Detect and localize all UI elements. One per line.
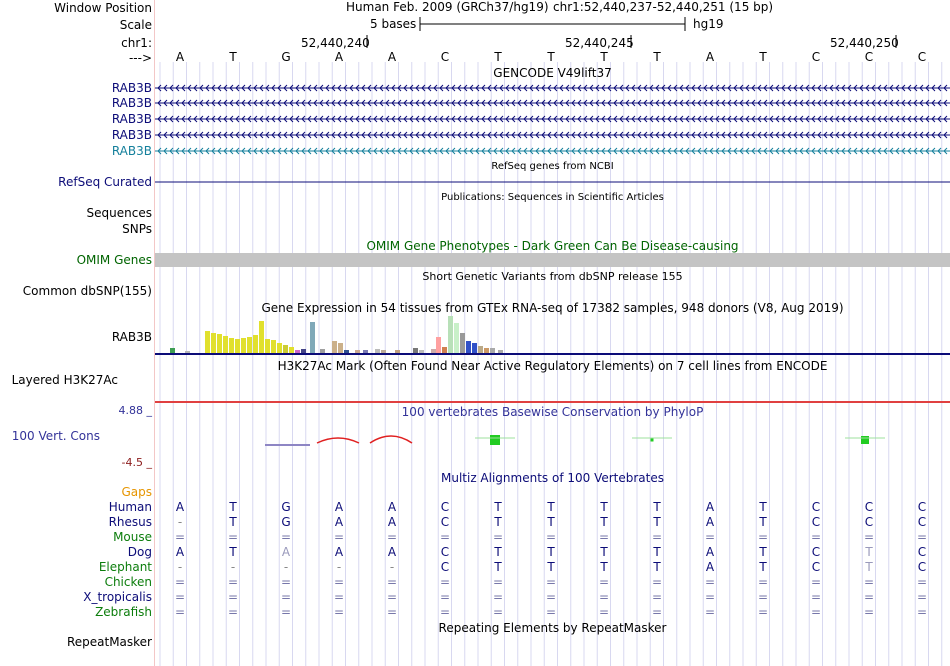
alignment-base: T bbox=[600, 500, 608, 514]
alignment-base: C bbox=[811, 500, 821, 514]
coord-tick-3: 52,440,250 bbox=[830, 36, 899, 50]
alignment-base: C bbox=[811, 545, 821, 559]
gtex-tissue-bar bbox=[185, 351, 190, 353]
alignment-base: - bbox=[177, 515, 183, 529]
alignment-base: G bbox=[281, 500, 291, 514]
alignment-base: = bbox=[227, 530, 239, 544]
alignment-base: = bbox=[757, 530, 769, 544]
alignment-base: = bbox=[439, 575, 451, 589]
alignment-base: = bbox=[386, 575, 398, 589]
gtex-tissue-bar bbox=[498, 350, 503, 353]
gtex-tissue-bar bbox=[310, 322, 315, 353]
publications-track-label[interactable]: Sequences bbox=[86, 206, 152, 220]
alignment-base: A bbox=[387, 545, 397, 559]
gtex-tissue-bar bbox=[283, 345, 288, 353]
alignment-base: = bbox=[174, 605, 186, 619]
alignment-base: = bbox=[757, 590, 769, 604]
alignment-base: = bbox=[598, 530, 610, 544]
alignment-base: A bbox=[175, 500, 185, 514]
alignment-base: - bbox=[389, 560, 395, 574]
alignment-base: = bbox=[598, 575, 610, 589]
alignment-base: = bbox=[174, 575, 186, 589]
base-letter: C bbox=[811, 50, 821, 64]
multiz-track-title: Multiz Alignments of 100 Vertebrates bbox=[440, 471, 665, 485]
assembly-title: Human Feb. 2009 (GRCh37/hg19) bbox=[346, 0, 549, 14]
gtex-tissue-bar bbox=[413, 348, 418, 353]
gencode-row-label[interactable]: RAB3B bbox=[111, 112, 152, 126]
scale-bar-text: 5 bases bbox=[370, 17, 417, 31]
refseq-track-label[interactable]: RefSeq Curated bbox=[58, 175, 152, 189]
base-letter: T bbox=[547, 50, 555, 64]
h3k27ac-track-title: H3K27Ac Mark (Often Found Near Active Regulatory Elements) on 7 cell lines from ENCODE bbox=[277, 359, 828, 373]
alignment-base: = bbox=[651, 605, 663, 619]
position-text: chr1:52,440,237-52,440,251 (15 bp) bbox=[553, 0, 774, 14]
window-position-label: Window Position bbox=[54, 1, 152, 15]
gtex-tissue-bar bbox=[344, 350, 349, 353]
alignment-base: C bbox=[917, 500, 927, 514]
alignment-base: T bbox=[653, 515, 661, 529]
alignment-base: T bbox=[600, 560, 608, 574]
alignment-base: = bbox=[916, 530, 928, 544]
alignment-base: T bbox=[547, 560, 555, 574]
alignment-base: C bbox=[440, 545, 450, 559]
gtex-tissue-bar bbox=[355, 350, 360, 353]
alignment-base: T bbox=[547, 515, 555, 529]
alignment-base: T bbox=[600, 545, 608, 559]
gtex-tissue-bar bbox=[301, 349, 306, 353]
alignment-base: = bbox=[704, 605, 716, 619]
gtex-tissue-bar bbox=[247, 337, 252, 353]
alignment-base: T bbox=[759, 515, 767, 529]
gtex-tissue-bar bbox=[490, 348, 495, 353]
gtex-tissue-bar bbox=[229, 338, 234, 353]
alignment-base: - bbox=[336, 560, 342, 574]
gtex-tissue-bar bbox=[448, 316, 453, 353]
alignment-base: = bbox=[333, 590, 345, 604]
alignment-base: = bbox=[916, 590, 928, 604]
gtex-tissue-bar bbox=[472, 343, 477, 353]
base-letter: C bbox=[917, 50, 927, 64]
gencode-track-title: GENCODE V49lift37 bbox=[493, 66, 612, 80]
alignment-base: C bbox=[917, 515, 927, 529]
alignment-base: T bbox=[600, 515, 608, 529]
gtex-tissue-bar bbox=[338, 343, 343, 353]
alignment-base: = bbox=[174, 590, 186, 604]
gtex-tissue-bar bbox=[363, 350, 368, 353]
alignment-base: T bbox=[494, 500, 502, 514]
alignment-base: A bbox=[705, 560, 715, 574]
alignment-base: A bbox=[334, 515, 344, 529]
dbsnp-track-title: Short Genetic Variants from dbSNP release 155 bbox=[422, 270, 683, 283]
gtex-tissue-bar bbox=[271, 340, 276, 353]
gtex-tissue-bar bbox=[436, 337, 441, 353]
gtex-tissue-bar bbox=[259, 321, 264, 353]
alignment-base: = bbox=[492, 575, 504, 589]
gtex-tissue-bar bbox=[289, 347, 294, 353]
cons-track-label[interactable]: 100 Vert. Cons bbox=[11, 429, 100, 443]
base-letter: T bbox=[494, 50, 502, 64]
species-label-zebrafish[interactable]: Zebrafish bbox=[95, 605, 152, 619]
alignment-base: = bbox=[863, 605, 875, 619]
alignment-base: = bbox=[598, 605, 610, 619]
gtex-tissue-bar bbox=[442, 347, 447, 353]
alignment-base: = bbox=[333, 530, 345, 544]
alignment-base: C bbox=[864, 515, 874, 529]
alignment-base: = bbox=[333, 575, 345, 589]
gtex-tissue-bar bbox=[381, 350, 386, 353]
gtex-tissue-bar bbox=[211, 333, 216, 353]
species-label-chicken[interactable]: Chicken bbox=[104, 575, 152, 589]
alignment-base: = bbox=[651, 575, 663, 589]
base-letter: A bbox=[387, 50, 397, 64]
cons-conserved-mark bbox=[651, 439, 654, 442]
base-letter: A bbox=[705, 50, 715, 64]
alignment-base: T bbox=[653, 500, 661, 514]
gtex-tissue-bar bbox=[431, 349, 436, 353]
alignment-base: = bbox=[545, 530, 557, 544]
omim-gene-bar bbox=[155, 253, 950, 267]
alignment-base: A bbox=[281, 545, 291, 559]
alignment-base: T bbox=[653, 545, 661, 559]
cons-conserved-mark bbox=[861, 436, 869, 444]
alignment-base: T bbox=[653, 560, 661, 574]
alignment-base: = bbox=[174, 530, 186, 544]
alignment-base: = bbox=[439, 530, 451, 544]
cons-max-label: 4.88 _ bbox=[118, 404, 152, 417]
alignment-base: = bbox=[598, 590, 610, 604]
gtex-tissue-bar bbox=[375, 349, 380, 353]
alignment-base: T bbox=[229, 500, 237, 514]
alignment-base: = bbox=[704, 530, 716, 544]
gtex-tissue-bar bbox=[395, 350, 400, 353]
alignment-base: = bbox=[704, 590, 716, 604]
alignment-base: A bbox=[334, 545, 344, 559]
alignment-base: = bbox=[810, 575, 822, 589]
alignment-base: A bbox=[705, 545, 715, 559]
gencode-row-label[interactable]: RAB3B bbox=[111, 128, 152, 142]
gtex-tissue-bar bbox=[205, 331, 210, 353]
base-letter: C bbox=[440, 50, 450, 64]
db-text: hg19 bbox=[693, 17, 724, 31]
alignment-base: A bbox=[387, 500, 397, 514]
alignment-base: - bbox=[230, 560, 236, 574]
alignment-base: T bbox=[229, 545, 237, 559]
alignment-base: C bbox=[917, 545, 927, 559]
gtex-tissue-bar bbox=[223, 336, 228, 353]
alignment-base: = bbox=[545, 575, 557, 589]
alignment-base: C bbox=[440, 500, 450, 514]
alignment-base: T bbox=[547, 545, 555, 559]
alignment-base: T bbox=[759, 545, 767, 559]
alignment-base: = bbox=[863, 530, 875, 544]
alignment-base: T bbox=[759, 500, 767, 514]
base-letter: A bbox=[175, 50, 185, 64]
alignment-base: = bbox=[810, 605, 822, 619]
gtex-tissue-bar bbox=[235, 339, 240, 353]
alignment-base: = bbox=[651, 590, 663, 604]
cons-signal-arc bbox=[370, 436, 412, 443]
alignment-base: = bbox=[439, 605, 451, 619]
base-letter: T bbox=[229, 50, 237, 64]
alignment-base: C bbox=[811, 560, 821, 574]
alignment-base: = bbox=[333, 605, 345, 619]
alignment-base: = bbox=[439, 590, 451, 604]
alignment-base: T bbox=[759, 560, 767, 574]
track-image-area[interactable] bbox=[155, 0, 950, 666]
gtex-tissue-bar bbox=[332, 341, 337, 353]
alignment-base: A bbox=[705, 515, 715, 529]
alignment-base: = bbox=[810, 590, 822, 604]
alignment-base: T bbox=[865, 545, 873, 559]
gencode-row-label[interactable]: RAB3B bbox=[111, 144, 152, 158]
h3k27ac-track-label[interactable]: Layered H3K27Ac bbox=[11, 373, 118, 387]
cons-min-label: -4.5 _ bbox=[121, 456, 152, 469]
gaps-label: Gaps bbox=[121, 485, 152, 499]
alignment-base: C bbox=[440, 515, 450, 529]
gtex-tissue-bar bbox=[478, 346, 483, 353]
omim-track-label[interactable]: OMIM Genes bbox=[76, 253, 152, 267]
species-label-elephant[interactable]: Elephant bbox=[98, 560, 152, 574]
base-letter: T bbox=[653, 50, 661, 64]
alignment-base: A bbox=[387, 515, 397, 529]
cons-track-title: 100 vertebrates Basewise Conservation by PhyloP bbox=[401, 405, 704, 419]
alignment-base: = bbox=[545, 605, 557, 619]
chrom-label: chr1: bbox=[121, 36, 152, 50]
alignment-base: = bbox=[386, 530, 398, 544]
coord-tick-1: 52,440,240 bbox=[301, 36, 370, 50]
alignment-base: A bbox=[705, 500, 715, 514]
alignment-base: - bbox=[177, 560, 183, 574]
alignment-base: = bbox=[810, 530, 822, 544]
gtex-tissue-bar bbox=[295, 350, 300, 353]
alignment-base: T bbox=[494, 560, 502, 574]
coord-tick-2: 52,440,245 bbox=[565, 36, 634, 50]
alignment-base: = bbox=[916, 605, 928, 619]
species-label-human[interactable]: Human bbox=[108, 500, 152, 514]
alignment-base: = bbox=[757, 605, 769, 619]
gtex-tissue-bar bbox=[170, 348, 175, 353]
alignment-base: = bbox=[545, 590, 557, 604]
cons-conserved-mark bbox=[490, 435, 500, 445]
alignment-base: = bbox=[227, 590, 239, 604]
scale-label: Scale bbox=[119, 18, 152, 32]
species-label-dog[interactable]: Dog bbox=[127, 545, 152, 559]
gtex-tissue-bar bbox=[484, 348, 489, 353]
base-letter: C bbox=[864, 50, 874, 64]
publications-track-title: Publications: Sequences in Scientific Articles bbox=[441, 192, 664, 203]
alignment-base: G bbox=[281, 515, 291, 529]
alignment-base: T bbox=[229, 515, 237, 529]
alignment-base: = bbox=[227, 605, 239, 619]
gtex-tissue-bar bbox=[241, 338, 246, 353]
gtex-tissue-bar bbox=[454, 323, 459, 353]
base-letter: T bbox=[759, 50, 767, 64]
alignment-base: = bbox=[651, 530, 663, 544]
alignment-base: = bbox=[492, 590, 504, 604]
gtex-tissue-bar bbox=[253, 335, 258, 353]
base-letter: T bbox=[600, 50, 608, 64]
dbsnp-track-label[interactable]: Common dbSNP(155) bbox=[22, 284, 152, 298]
alignment-base: = bbox=[280, 605, 292, 619]
alignment-base: T bbox=[865, 560, 873, 574]
repeatmasker-track-title: Repeating Elements by RepeatMasker bbox=[438, 621, 667, 635]
gtex-tissue-bar bbox=[460, 333, 465, 353]
alignment-base: = bbox=[492, 605, 504, 619]
alignment-base: C bbox=[864, 500, 874, 514]
alignment-base: C bbox=[811, 515, 821, 529]
gtex-tissue-bar bbox=[277, 343, 282, 353]
alignment-base: - bbox=[283, 560, 289, 574]
alignment-base: = bbox=[280, 575, 292, 589]
gtex-track-title: Gene Expression in 54 tissues from GTEx RNA-seq of 17382 samples, 948 donors (V8, Aug 2019) bbox=[261, 301, 844, 315]
alignment-base: T bbox=[494, 545, 502, 559]
gencode-row-label[interactable]: RAB3B bbox=[111, 96, 152, 110]
alignment-base: T bbox=[494, 515, 502, 529]
gtex-tissue-bar bbox=[419, 350, 424, 353]
repeatmasker-track-label[interactable]: RepeatMasker bbox=[66, 635, 152, 649]
strand-arrow-label: ---> bbox=[128, 51, 152, 65]
alignment-base: = bbox=[280, 530, 292, 544]
alignment-base: = bbox=[916, 575, 928, 589]
alignment-base: = bbox=[863, 590, 875, 604]
alignment-base: = bbox=[386, 590, 398, 604]
species-label-rhesus[interactable]: Rhesus bbox=[108, 515, 152, 529]
omim-track-title: OMIM Gene Phenotypes - Dark Green Can Be Disease-causing bbox=[366, 239, 739, 253]
base-letter: G bbox=[281, 50, 291, 64]
alignment-base: = bbox=[492, 530, 504, 544]
alignment-base: C bbox=[917, 560, 927, 574]
species-label-mouse[interactable]: Mouse bbox=[113, 530, 152, 544]
alignment-base: A bbox=[334, 500, 344, 514]
gencode-row-label[interactable]: RAB3B bbox=[111, 81, 152, 95]
alignment-base: = bbox=[227, 575, 239, 589]
refseq-track-title: RefSeq genes from NCBI bbox=[491, 161, 614, 172]
gtex-tissue-bar bbox=[320, 349, 325, 353]
alignment-base: = bbox=[757, 575, 769, 589]
gtex-tissue-bar bbox=[265, 339, 270, 353]
snps-track-label[interactable]: SNPs bbox=[122, 222, 152, 236]
species-label-xtropicalis[interactable]: X_tropicalis bbox=[83, 590, 152, 604]
alignment-base: = bbox=[280, 590, 292, 604]
base-letter: A bbox=[334, 50, 344, 64]
alignment-base: = bbox=[386, 605, 398, 619]
cons-signal-arc bbox=[317, 438, 359, 443]
gtex-tissue-bar bbox=[466, 341, 471, 353]
track-labels-column bbox=[0, 0, 155, 666]
alignment-base: T bbox=[547, 500, 555, 514]
alignment-base: C bbox=[440, 560, 450, 574]
alignment-base: = bbox=[704, 575, 716, 589]
gtex-track-label[interactable]: RAB3B bbox=[111, 330, 152, 344]
alignment-base: = bbox=[863, 575, 875, 589]
gtex-tissue-bar bbox=[217, 334, 222, 353]
alignment-base: A bbox=[175, 545, 185, 559]
feature-graphics[interactable] bbox=[155, 0, 950, 666]
